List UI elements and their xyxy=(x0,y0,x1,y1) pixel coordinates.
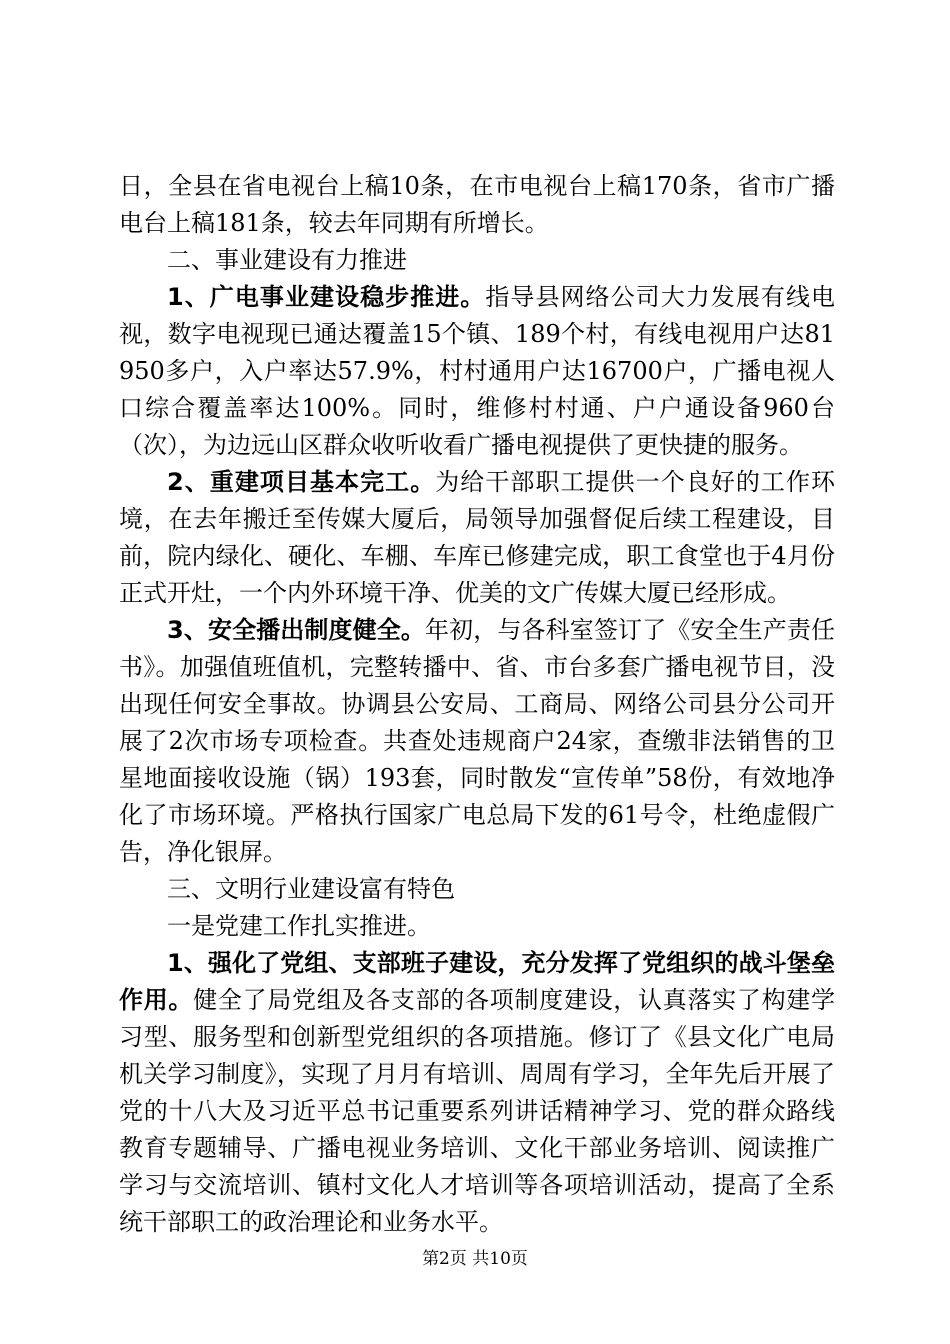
document-body xyxy=(119,168,835,1241)
page-footer: 第2页 共10页 xyxy=(422,1249,528,1269)
paragraph-broadcast-construction xyxy=(119,279,835,464)
paragraph-party-building: 一是党建工作扎实推进。 xyxy=(167,912,431,940)
paragraph-text: 健全了局党组及各支部的各项制度建设，认真落实了构建学习型、服务型和创新型党组织的各项措施。修订了《县文化广电局机关学习制度》，实现了月月有培训、周周有学习，全年先后开展了党的十八大及习近平总书记重要系列讲话精神学习、党的群众路线教育专题辅导、广播电视业务培训、文化干部业务培训、阅读推广学习与交流培训、镇村文化人才培训等各项培训活动，提高了全系统干部职工的政治理论和业务水平。 xyxy=(119,986,836,1236)
paragraph-safe-broadcast xyxy=(119,612,835,871)
section-heading-3: 三、文明行业建设富有特色 xyxy=(167,875,455,903)
paragraph-rebuild-project xyxy=(119,464,835,612)
paragraph-party-organization xyxy=(119,945,835,1241)
paragraph-lead: 3、安全播出制度健全。 xyxy=(167,616,426,644)
paragraph-text: 为给干部职工提供一个良好的工作环境，在去年搬迁至传媒大厦后，局领导加强督促后续工程建设，目前，院内绿化、硬化、车棚、车库已修建完成，职工食堂也于4月份正式开灶，一个内外环境干净、优美的文广传媒大厦已经形成。 xyxy=(119,468,835,607)
paragraph-text: 指导县网络公司大力发展有线电视，数字电视现已通达覆盖15个镇、189个村，有线电视用户达81950多户，入户率达57.9%，村村通用户达16700户，广播电视人口综合覆盖率达100%。同时，维修村村通、户户通设备960台（次），为边远山区群众收听收看广播电视提供了更快捷的服务。 xyxy=(119,283,836,459)
paragraph-lead: 2、重建项目基本完工。 xyxy=(167,468,436,496)
paragraph-text: 年初，与各科室签订了《安全生产责任书》。加强值班值机，完整转播中、省、市台多套广播电视节目，没出现任何安全事故。协调县公安局、工商局、网络公司县分公司开展了2次市场专项检查。共查处违规商户24家，查缴非法销售的卫星地面接收设施（锅）193套，同时散发“宣传单”58份，有效地净化了市场环境。严格执行国家广电总局下发的61号令，杜绝虚假广告，净化银屏。 xyxy=(119,616,835,866)
paragraph-lead: 1、强化了党组、支部班子建设，充分发挥了党组织的战斗堡垒作用。 xyxy=(119,949,835,1014)
section-heading-2: 二、事业建设有力推进 xyxy=(167,246,407,274)
paragraph-continuation: 日，全县在省电视台上稿10条，在市电视台上稿170条，省市广播电台上稿181条，较去年同期有所增长。 xyxy=(119,172,835,237)
paragraph-lead: 1、广电事业建设稳步推进。 xyxy=(167,283,486,311)
